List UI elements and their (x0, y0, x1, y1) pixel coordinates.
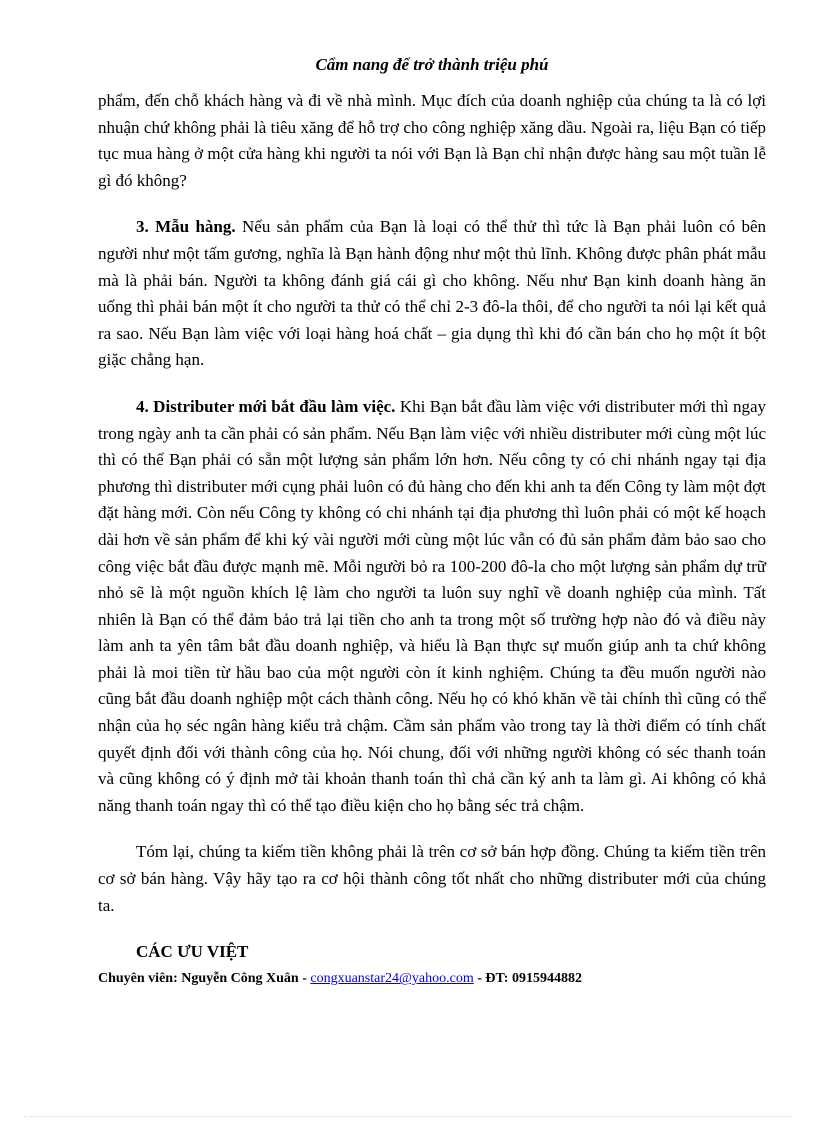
document-page (98, 52, 766, 989)
page-bottom-divider (24, 1116, 792, 1117)
footer-email-link[interactable]: congxuanstar24@yahoo.com (310, 971, 474, 987)
samples-body: Nếu sản phẩm của Bạn là loại có thể thử thì tức là Bạn phải luôn có bên người như một tấm gương, nghĩa là Bạn hành động như một thủ lĩnh. Không được phân phát mẫu mà là phải bán. Người ta không đánh giá cái gì cho không. Nếu như Bạn kinh doanh hàng ăn uống thì phải bán một ít cho người ta thử có thể chỉ 2-3 đô-la thôi, để cho người ta nói lại kết quả ra sao. Nếu Bạn làm việc với loại hàng hoá chất – gia dụng thì khi đó cần bán cho họ một ít bột giặc chẳng hạn. (98, 217, 766, 370)
paragraph-summary: Tóm lại, chúng ta kiếm tiền không phải là trên cơ sở bán hợp đồng. Chúng ta kiếm tiền trên cơ sở bán hàng. Vậy hãy tạo ra cơ hội thành công tốt nhất cho những distributer mới của chúng ta. (98, 842, 766, 915)
footer-phone: - ĐT: 0915944882 (473, 971, 582, 987)
page-header-title: Cẩm nang để trở thành triệu phú (315, 55, 549, 74)
paragraph-continuation: phẩm, đến chỗ khách hàng và đi về nhà mình. Mục đích của doanh nghiệp của chúng ta là có lợi nhuận chứ không phải là tiêu xăng để hỗ trợ cho công nghiệp xăng dầu. Ngoài ra, liệu Bạn có tiếp tục mua hàng ở một cửa hàng khi người ta nói với Bạn là Bạn chỉ nhận được hàng sau một tuần lễ gì đó không? (98, 91, 766, 190)
footer-author: Chuyên viên: Nguyễn Công Xuân - (98, 971, 311, 987)
author-footer (98, 969, 766, 989)
paragraph-new-distributer (98, 394, 766, 820)
new-distributer-heading: 4. Distributer mới bắt đầu làm việc. (136, 396, 396, 416)
section-title-advantages: CÁC ƯU VIỆT (136, 942, 249, 962)
new-distributer-body: Khi Bạn bắt đầu làm việc với distributer mới thì ngay trong ngày anh ta cần phải có sản phẩm. Nếu Bạn làm việc với nhiều distributer mới cùng một lúc thì có thể Bạn phải có sẵn một lượng sản phẩm lớn hơn. Nếu công ty có chi nhánh ngay tại địa phương thì distributer mới cụng phải luôn có đủ hàng cho đến khi anh ta đến Công ty làm một đợt đặt hàng mới. Còn nếu Công ty không có chi nhánh tại địa phương thì luôn phải có một kế hoạch dài hơn về sản phẩm để khi ký vài người mới cùng một lúc vẫn có đủ sản phẩm đảm bảo sao cho công việc bắt đầu được mạnh mẽ. Mỗi người bỏ ra 100-200 đô-la cho một lượng sản phẩm dự trữ nhỏ sẽ là một nguồn khích lệ làm cho người ta luôn suy nghĩ về doanh nghiệp của mình. Tất nhiên là Bạn có thể đảm bảo trả lại tiền cho anh ta trong một số trường hợp nào đó và điều này làm anh ta yên tâm bắt đầu doanh nghiệp, và hiểu là Bạn thực sự muốn giúp anh ta chứ không phải là moi tiền từ hầu bao của một người còn ít kinh nghiệm. Chúng ta đều muốn người nào cũng bắt đầu doanh nghiệp một cách thành công. Nếu họ có khó khăn về tài chính thì cũng có thể nhận của họ séc ngân hàng kiểu trả chậm. Cầm sản phẩm vào trong tay là thời điểm có tính chất quyết định đối với thành công của họ. Nói chung, đối với những người không có séc thanh toán và cũng không có ý định mở tài khoản thanh toán thì chả cần ký anh ta làm gì. Ai không có khả năng thanh toán ngay thì có thể tạo điều kiện cho họ bằng séc trả chậm. (98, 396, 767, 815)
samples-heading: 3. Mẫu hàng. (136, 217, 236, 237)
paragraph-samples (98, 214, 766, 374)
